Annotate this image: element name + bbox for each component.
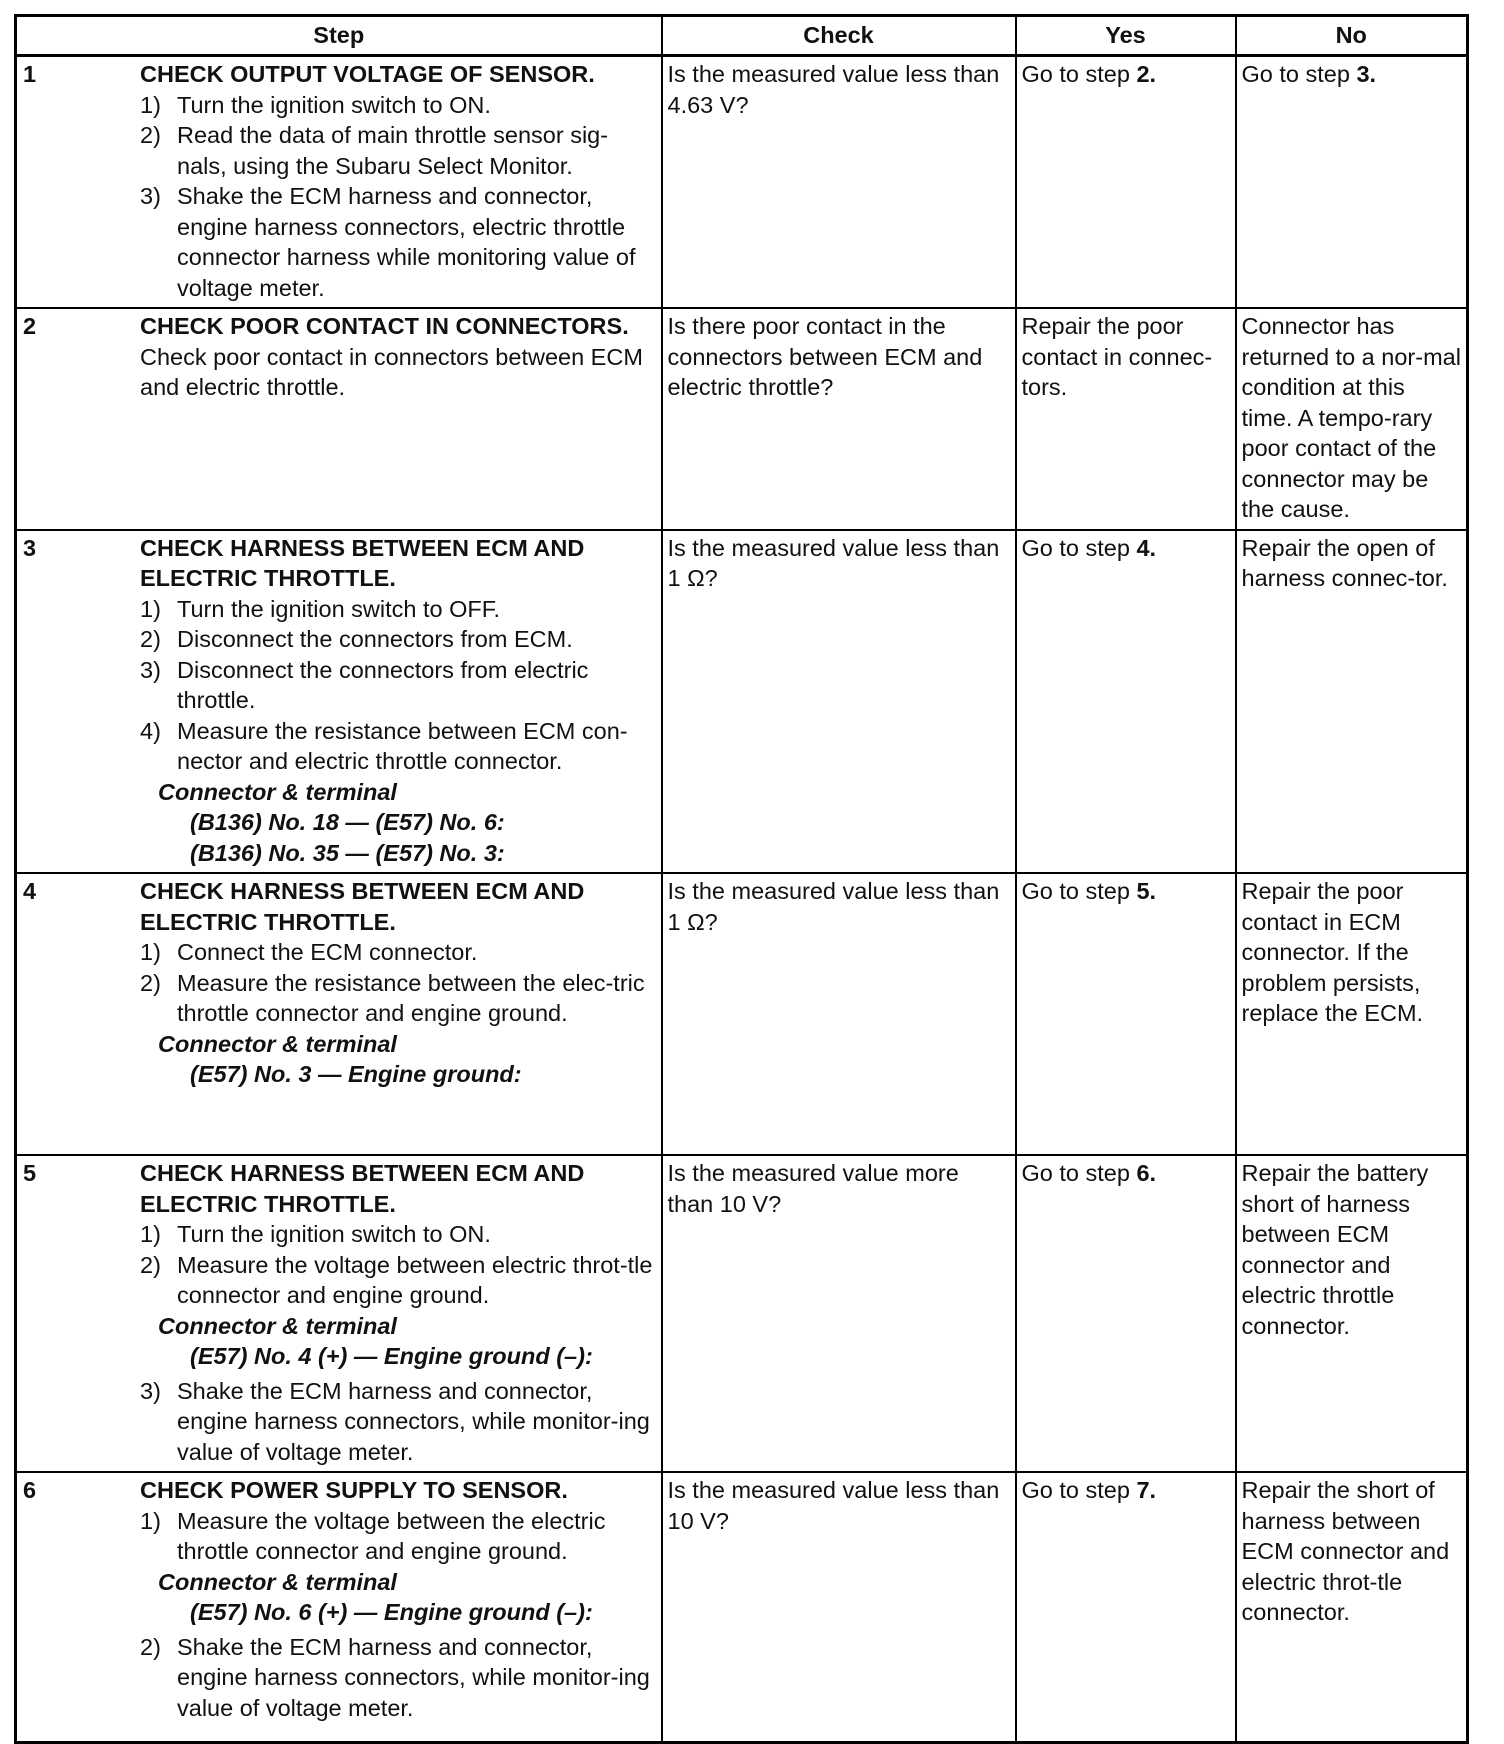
no-prefix: Go to step [1241,61,1357,87]
step-description: Check poor contact in connectors between ECM and electric throttle. [140,343,643,400]
instruction-number: 2) [140,1251,161,1278]
instruction-text: Disconnect the connectors from electric throttle. [177,656,589,713]
step-number: 1 [23,61,37,87]
instruction-number: 1) [140,595,161,622]
step-cell [16,873,662,1155]
step-row-4 [16,873,1468,1155]
instruction-number: 1) [140,1221,161,1247]
yes-prefix: Go to step [1021,534,1137,561]
connector-terminal-label: Connector & terminal [158,1030,397,1057]
header-no: No [1236,16,1468,56]
instruction-item [140,655,657,716]
instruction-number: 3) [140,183,161,209]
step-cell [16,1155,662,1472]
instruction-text: Shake the ECM harness and connector, engine harness connectors, electric throttle connector harness while monitoring value of voltage meter. [177,183,636,301]
instruction-item [140,181,657,303]
connector-terminal-label: Connector & terminal [158,1568,397,1595]
instruction-item [140,1632,657,1724]
step-number: 3 [23,534,37,561]
check-cell: Is the measured value less than 1 Ω? [662,873,1016,1155]
instruction-text: Read the data of main throttle sensor sig-nals, using the Subaru Select Monitor. [177,122,609,179]
connector-terminal-label: Connector & terminal [158,1312,397,1339]
no-cell: Repair the poor contact in ECM connector. If the problem persists, replace the ECM. [1236,873,1468,1155]
instruction-text: Turn the ignition switch to OFF. [177,595,501,622]
step-row-1 [16,56,1468,309]
no-cell: Connector has returned to a nor-mal condition at this time. A tempo-rary poor contact of the connector may be the cause. [1236,308,1468,530]
instruction-item [140,716,657,777]
instruction-item [140,1250,657,1311]
yes-goto-step: 6. [1136,1160,1157,1186]
instruction-text: Measure the voltage between electric throt-tle connector and engine ground. [177,1251,653,1308]
step-title: CHECK OUTPUT VOLTAGE OF SENSOR. [140,61,595,87]
header-row [16,16,1468,56]
step-row-5 [16,1155,1468,1472]
yes-prefix: Go to step [1021,61,1137,87]
instruction-number: 3) [140,1377,161,1404]
step-number: 6 [23,1477,37,1503]
yes-goto-step: 2. [1136,61,1157,87]
instruction-text: Measure the voltage between the electric throttle connector and engine ground. [177,1507,606,1564]
instruction-item [140,90,657,121]
instruction-text: Turn the ignition switch to ON. [177,91,491,118]
yes-goto-step: 5. [1136,878,1157,904]
yes-prefix: Go to step [1021,878,1137,904]
instruction-text: Shake the ECM harness and connector, engine harness connectors, while monitor-ing value of voltage meter. [177,1633,650,1721]
step-title: CHECK POOR CONTACT IN CONNECTORS. [140,313,629,339]
yes-cell [1016,1472,1236,1742]
instruction-text: Turn the ignition switch to ON. [177,1221,491,1247]
instruction-item [140,968,657,1029]
instruction-number: 2) [140,969,161,996]
instruction-text: Disconnect the connectors from ECM. [177,626,573,652]
instruction-item [140,1506,657,1567]
instruction-item [140,594,657,625]
instruction-number: 2) [140,1633,161,1660]
step-title: CHECK HARNESS BETWEEN ECM AND ELECTRIC THROTTLE. [140,878,585,935]
step-cell [16,308,662,530]
connector-terminal-label: Connector & terminal [158,778,397,805]
yes-cell [1016,530,1236,874]
instruction-text: Shake the ECM harness and connector, engine harness connectors, while monitor-ing value of voltage meter. [177,1377,650,1465]
no-cell: Repair the short of harness between ECM connector and electric throt-tle connector. [1236,1472,1468,1742]
yes-prefix: Go to step [1021,1477,1137,1503]
connector-terminal-spec: (B136) No. 18 — (E57) No. 6: [190,809,505,835]
yes-cell: Repair the poor contact in connec-tors. [1016,308,1236,530]
instruction-item [140,937,657,968]
step-number: 2 [23,313,37,339]
check-cell: Is the measured value less than 10 V? [662,1472,1016,1742]
yes-cell [1016,1155,1236,1472]
instruction-number: 1) [140,1507,161,1534]
instruction-item [140,624,657,655]
instruction-item [140,1219,657,1250]
yes-prefix: Go to step [1021,1160,1137,1186]
yes-goto-step: 4. [1136,534,1157,561]
step-cell [16,56,662,309]
step-title: CHECK POWER SUPPLY TO SENSOR. [140,1477,568,1503]
instruction-text: Measure the resistance between the elec-tric throttle connector and engine ground. [177,969,645,1026]
step-row-6 [16,1472,1468,1742]
connector-terminal-spec: (E57) No. 4 (+) — Engine ground (–): [190,1343,593,1369]
check-cell: Is the measured value more than 10 V? [662,1155,1016,1472]
instruction-item [140,120,657,181]
no-cell: Repair the battery short of harness between ECM connector and electric throttle connector. [1236,1155,1468,1472]
instruction-text: Connect the ECM connector. [177,939,478,965]
step-row-2 [16,308,1468,530]
step-cell [16,530,662,874]
connector-terminal-spec: (E57) No. 6 (+) — Engine ground (–): [190,1599,593,1625]
check-cell: Is there poor contact in the connectors between ECM and electric throttle? [662,308,1016,530]
connector-terminal-spec: (B136) No. 35 — (E57) No. 3: [190,839,505,866]
step-cell [16,1472,662,1742]
instruction-number: 1) [140,91,161,118]
header-step: Step [16,16,662,56]
no-cell [1236,56,1468,309]
instruction-text: Measure the resistance between ECM con-nector and electric throttle connector. [177,717,628,774]
header-check: Check [662,16,1016,56]
instruction-item [140,1376,657,1468]
diagnostic-procedure-table [14,14,1469,1744]
instruction-number: 3) [140,656,161,683]
step-number: 4 [23,878,37,904]
yes-cell [1016,873,1236,1155]
step-row-3 [16,530,1468,874]
step-title: CHECK HARNESS BETWEEN ECM AND ELECTRIC THROTTLE. [140,534,585,591]
no-cell: Repair the open of harness connec-tor. [1236,530,1468,874]
yes-goto-step: 7. [1136,1477,1157,1503]
instruction-number: 4) [140,717,161,744]
header-yes: Yes [1016,16,1236,56]
step-title: CHECK HARNESS BETWEEN ECM AND ELECTRIC THROTTLE. [140,1160,585,1217]
check-cell: Is the measured value less than 1 Ω? [662,530,1016,874]
connector-terminal-spec: (E57) No. 3 — Engine ground: [190,1061,522,1087]
no-goto-step: 3. [1356,61,1377,87]
check-cell: Is the measured value less than 4.63 V? [662,56,1016,309]
step-number: 5 [23,1160,37,1186]
instruction-number: 2) [140,122,161,148]
instruction-number: 1) [140,939,161,965]
yes-cell [1016,56,1236,309]
instruction-number: 2) [140,626,161,652]
